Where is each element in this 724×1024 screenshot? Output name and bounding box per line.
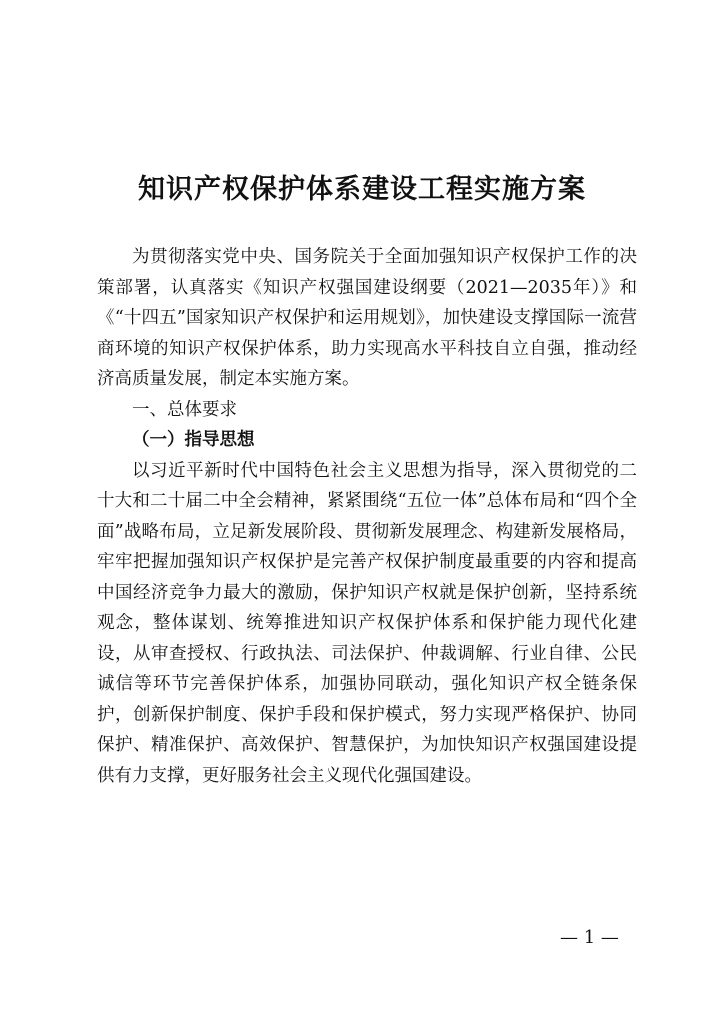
guiding-ideology-paragraph: 以习近平新时代中国特色社会主义思想为指导，深入贯彻党的二十大和二十届二中全会精神，紧紧围绕“五位一体”总体布局和“四个全面”战略布局，立足新发展阶段、贯彻新发展理念、构建新发展格局，牢牢把握加强知识产权保护是完善产权保护制度最重要的内容和提高中国经济竞争力最大的激励，保护知识产权就是保护创新，坚持系统观念，整体谋划、统筹推进知识产权保护体系和保护能力现代化建设，从审查授权、行政执法、司法保护、仲裁调解、行业自律、公民诚信等环节完善保护体系，加强协同联动，强化知识产权全链条保护，创新保护制度、保护手段和保护模式，努力实现严格保护、协同保护、精准保护、高效保护、智慧保护，为加快知识产权强国建设提供有力支撑，更好服务社会主义现代化强国建设。 (97, 460, 637, 786)
intro-paragraph: 为贯彻落实党中央、国务院关于全面加强知识产权保护工作的决策部署，认真落实《知识产权强国建设纲要（2021—2035年）》和《“十四五”国家知识产权保护和运用规划》，加快建设支撑国际一流营商环境的知识产权保护体系，助力实现高水平科技自立自强，推动经济高质量发展，制定本实施方案。 (97, 247, 637, 389)
document-body (97, 242, 637, 791)
page-number: — 1 — (560, 927, 619, 948)
section-heading-general-requirements: 一、总体要求 (132, 399, 237, 420)
document-title: 知识产权保护体系建设工程实施方案 (138, 174, 586, 205)
subsection-heading-guiding-ideology: （一）指导思想 (132, 430, 255, 450)
